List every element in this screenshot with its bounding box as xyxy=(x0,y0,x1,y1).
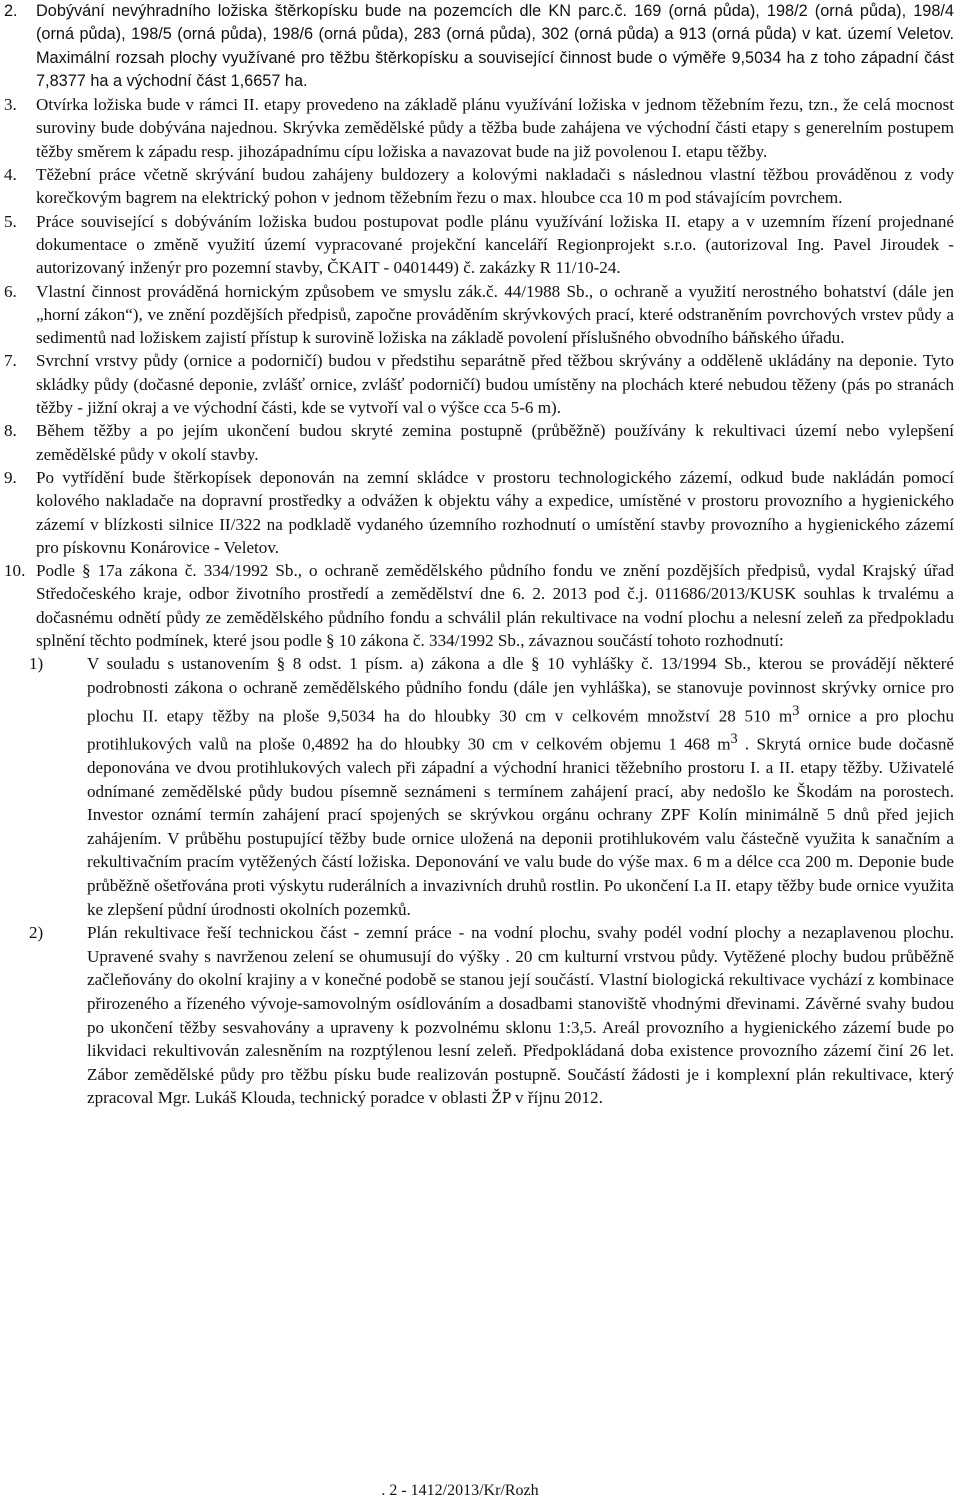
sub-list-item xyxy=(29,652,954,921)
list-item xyxy=(4,93,954,163)
list-item xyxy=(4,466,954,559)
item-number: 8. xyxy=(4,421,17,441)
item-number: 7. xyxy=(4,351,17,371)
item-text: Během těžby a po jejím ukončení budou skryté zemina postupně (průběžně) používány k rekultivaci území nebo vylepšení zemědělské půdy v okolí stavby. xyxy=(36,421,954,464)
sub-list-item xyxy=(29,921,954,1110)
list-item xyxy=(4,280,954,350)
item-number: 6. xyxy=(4,281,17,301)
sub-item-text: ornice a pro plochu protihlukových valů na ploše 0,4892 ha do hloubky 30 cm v celkovém objemu 1 468 m xyxy=(87,706,954,754)
list-item xyxy=(4,419,954,466)
item-number: 9. xyxy=(4,467,17,487)
item-text: Těžební práce včetně skrývání budou zahájeny buldozery a kolovými nakladači s následnou vlastní těžbou prováděnou z vody korečkovým bagrem na elektrický pohon v jednom těžebním řezu o max. hloubce cca 10 m pod stávajícím povrchem. xyxy=(36,165,954,208)
superscript: 3 xyxy=(730,730,738,747)
sub-item-text: V souladu s ustanovením § 8 odst. 1 písm. a) zákona a dle § 10 vyhlášky č. 13/1994 Sb., kterou se provádějí některé podrobnosti zákona o ochraně zemědělského půdního fondu (dále jen vyhláška), se stanovuje povinnost skrývky ornice pro plochu II. etapy těžby na ploše 9,5034 ha do hloubky 30 cm v celkovém množství 28 510 m xyxy=(87,654,954,726)
list-item xyxy=(4,163,954,210)
item-text: Po vytřídění bude štěrkopísek deponován na zemní skládce v prostoru technologického zázemí, odkud bude nakládán pomocí kolového nakladače na dopravní prostředky a odvážen k objektu váhy a expedice, umístěné v prostoru provozního a hygienického zázemí v blízkosti silnice II/322 na podkladě vydaného územního rozhodnutí o umístění stavby provozního a hygienického zázemí pro pískovnu Konárovice - Veletov. xyxy=(36,467,954,557)
sub-item-number: 1) xyxy=(29,654,44,674)
list-item xyxy=(4,349,954,419)
item-text: Podle § 17a zákona č. 334/1992 Sb., o ochraně zemědělského půdního fondu ve znění pozdějších předpisů, vydal Krajský úřad Středočeského kraje, odbor životního prostředí a zemědělství dne 6. 2. 2013 pod č.j. 011686/2013/KUSK souhlas k trvalému a dočasnému odnětí půdy ze zemědělského půdního fondu a schválil plán rekultivace na vodní plochu a nelesní zeleň za předpokladu splnění těchto podmínek, které jsou podle § 10 zákona č. 334/1992 Sb., závaznou součástí tohoto rozhodnutí: xyxy=(36,561,954,651)
sub-item-text: Plán rekultivace řeší technickou část - zemní práce - na vodní plochu, svahy podél vodní plochy a nezaplavenou plochu. Upravené svahy s navrženou zelení se ohumusují do výšky . 20 cm kulturní vrstvou půdy. Vytěžené plochy budou průběžně začleňovány do okolní krajiny a v konečné podobě se stanou její součástí. Vlastní biologická rekultivace vychází z kombinace přirozeného a řízeného vývoje-samovolným osídlováním a dosadbami stanoviště vhodnými dřevinami. Závěrné svahy budou po ukončení těžby sesvahovány a upraveny k pozvolnému sklonu 1:3,5. Areál provozního a hygienického zázemí bude po likvidaci rekultivován zalesněním na rozptýlenou lesní zeleň. Předpokládaná doba existence provozního zázemí činí 26 let. Zábor zemědělské půdy pro těžbu písku bude realizován postupně. Součástí žádosti je i komplexní plán rekultivace, který zpracoval Mgr. Lukáš Klouda, technický poradce v oblasti ŽP v říjnu 2012. xyxy=(87,923,954,1108)
sub-item-number: 2) xyxy=(29,923,44,943)
list-item xyxy=(4,210,954,280)
item-text: Dobývání nevýhradního ložiska štěrkopísku bude na pozemcích dle KN parc.č. 169 (orná půda), 198/2 (orná půda), 198/4 (orná půda), 198/5 (orná půda), 198/6 (orná půda), 283 (orná půda), 302 (orná půda) a 913 (orná půda) v kat. území Veletov. Maximální rozsah plochy využívané pro těžbu štěrkopísku a související činnost bude o výměře 9,5034 ha z toho západní část 7,8377 ha a východní část 1,6657 ha. xyxy=(36,2,954,90)
sub-item-text: . Skrytá ornice bude dočasně deponována ve dvou protihlukových valech při západní a východní hranici těžebního prostoru I. a II. etapy těžby. Uživatelé odnímané zemědělské půdy budou písemně seznámeni s termínem zahájení prací, aby nedošlo ke Škodám na porostech. Investor oznámí termín zahájení prací spojených se skrývkou orgánu ochrany ZPF Kolín minimálně 5 dnů před jejich zahájením. V průběhu postupující těžby bude ornice uložená na deponii protihlukovém valu částečně využita k sanačním a rekultivačním pracím vytěžených částí ložiska. Deponování ve valu bude do výše max. 6 m a délce cca 200 m. Deponie bude průběžně ošetřována proti výskytu ruderálních a invazivních druhů rostlin. Po ukončení I.a II. etapy těžby bude ornice využita ke zlepšení půdní úrodnosti okolních pozemků. xyxy=(87,734,954,919)
item-number: 2. xyxy=(4,2,18,20)
item-number: 4. xyxy=(4,165,17,185)
numbered-list xyxy=(4,0,954,1110)
footer-reference: . 2 - 1412/2013/Kr/Rozh xyxy=(381,1482,539,1499)
item-number: 5. xyxy=(4,211,17,231)
item-number: 10. xyxy=(4,561,26,581)
page-footer xyxy=(0,1480,960,1502)
list-item xyxy=(4,0,954,93)
item-text: Práce související s dobýváním ložiska budou postupovat podle plánu využívání ložiska II. etapy a v uzemním řízení projednané dokumentace o změně využití území vypracované projekční kanceláří Regionprojekt s.r.o. (autorizoval Ing. Pavel Jiroudek - autorizovaný inženýr pro pozemní stavby, ČKAIT - 0401449) č. zakázky R 11/10-24. xyxy=(36,211,954,278)
item-text: Otvírka ložiska bude v rámci II. etapy provedeno na základě plánu využívání ložiska v jednom těžebním řezu, tzn., že celá mocnost suroviny bude dobývána najednou. Skrývka zemědělské půdy a těžba bude zahájena ve východní části etapy s generelním postupem těžby směrem k západu resp. jihozápadnímu cípu ložiska a navazovat bude na již povolenou I. etapu těžby. xyxy=(36,95,954,161)
list-item xyxy=(4,559,954,652)
item-number: 3. xyxy=(4,95,17,115)
sub-list xyxy=(4,652,954,1110)
item-text: Vlastní činnost prováděná hornickým způsobem ve smyslu zák.č. 44/1988 Sb., o ochraně a využití nerostného bohatství (dále jen „horní zákon“), ve znění pozdějších předpisů, započne prováděním skrývkových prací, které odstraněním povrchových vrstev půdy a sedimentů nad ložiskem zajistí přístup k surovině ložiska na základě povolení příslušného obvodního báňského úřadu. xyxy=(36,281,954,348)
superscript: 3 xyxy=(792,702,800,719)
item-text: Svrchní vrstvy půdy (ornice a podorničí) budou v předstihu separátně před těžbou skrývány a odděleně ukládány na deponie. Tyto skládky půdy (dočasné deponie, zvlášť ornice, zvlášť podorničí) budou umístěny na plochách které nebudou těženy (pás po stranách těžby - jižní okraj a ve východní části, kde se vytvoří val o výšce cca 5-6 m). xyxy=(36,351,954,418)
